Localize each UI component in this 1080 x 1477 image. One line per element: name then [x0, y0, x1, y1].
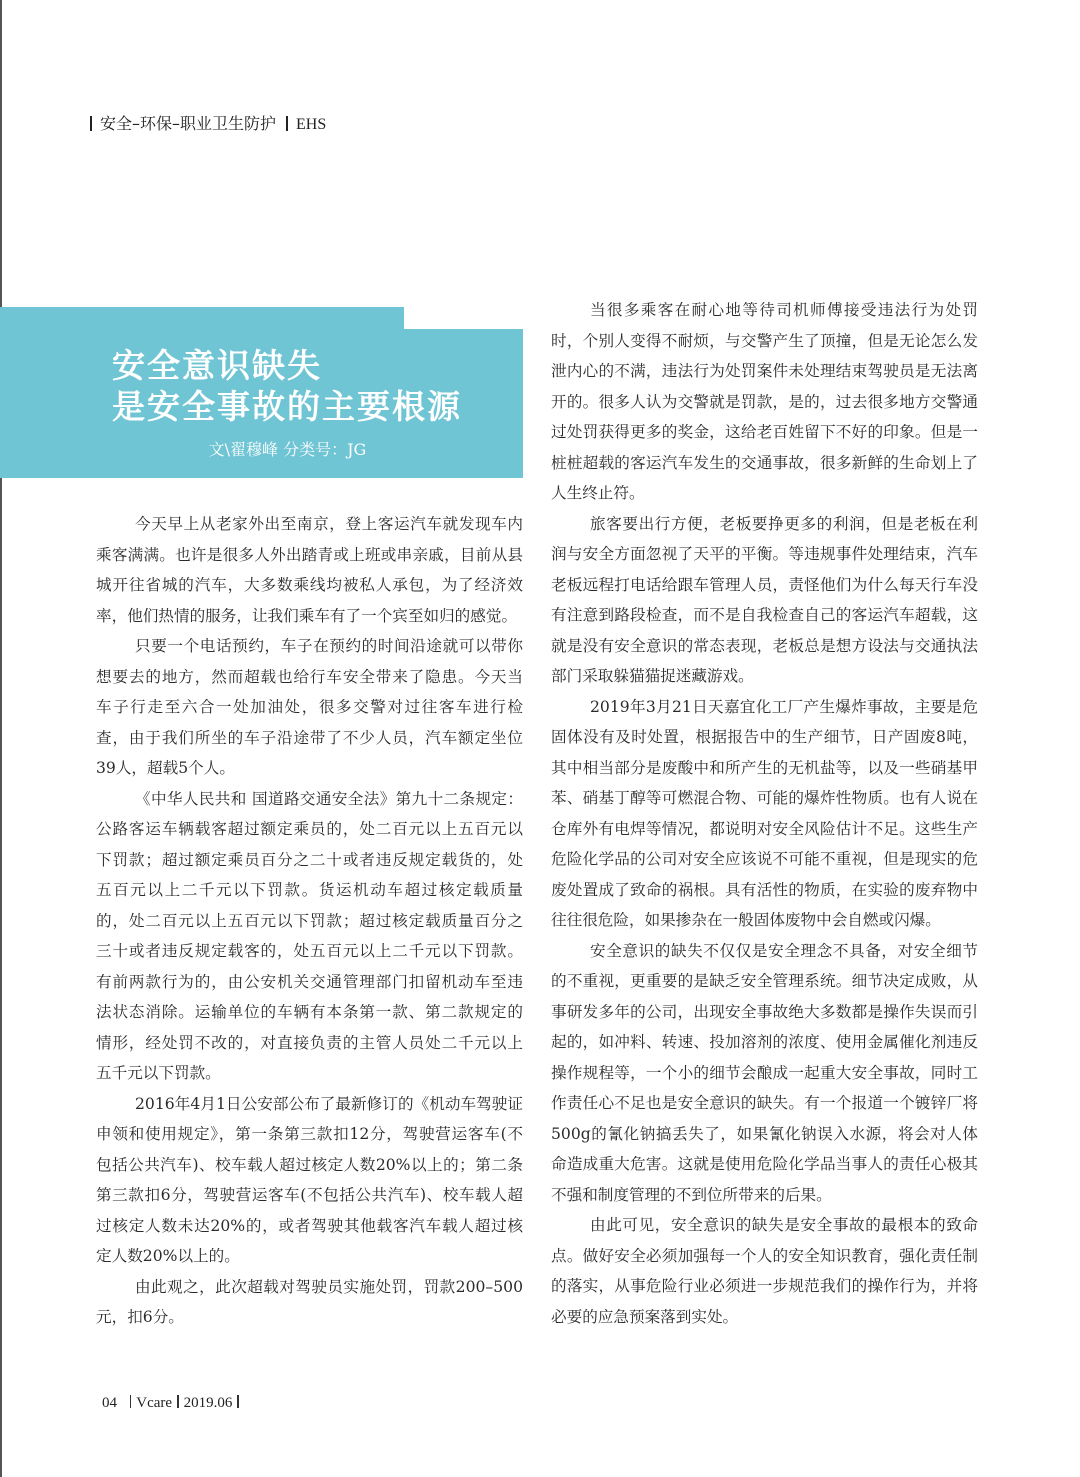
text-line: 三十或者违反规定载客的，处五百元以上二千元以下罚款。: [96, 942, 523, 960]
text-line: 点。做好安全必须加强每一个人的安全知识教育，强化责任制: [551, 1246, 978, 1265]
text-line: 起的，如冲料、转速、投加溶剂的浓度、使用金属催化剂违反: [551, 1033, 978, 1051]
magazine-name: Vcare: [136, 1395, 173, 1411]
text-line: 开的。很多人认为交警就是罚款，是的，过去很多地方交警通: [551, 392, 978, 411]
text-line: 桩桩超载的客运汽车发生的交通事故，很多新鲜的生命划上了: [551, 453, 978, 472]
text-line: 安全意识的缺失不仅仅是安全理念不具备，对安全细节: [590, 941, 978, 960]
text-line: 五千元以下罚款。: [96, 1064, 221, 1082]
text-line: 元，扣6分。: [96, 1308, 184, 1326]
text-line: 查，由于我们所坐的车子沿途带了不少人员，汽车额定坐位: [96, 728, 523, 747]
text-line: 五百元以上二千元以下罚款。货运机动车超过核定载质量: [96, 881, 523, 899]
text-line: 操作规程等，一个小的细节会酿成一起重大安全事故，同时工: [551, 1063, 978, 1082]
divider: [90, 116, 92, 131]
text-line: 今天早上从老家外出至南京，登上客运汽车就发现车内: [135, 515, 523, 533]
article-byline: 文\翟穆峰 分类号：JG: [208, 440, 367, 459]
text-line: 城开往省城的汽车，大多数乘线均被私人承包，为了经济效: [96, 576, 523, 594]
text-line: 时，个别人变得不耐烦，与交警产生了顶撞，但是无论怎么发: [551, 331, 978, 350]
text-line: 往往很危险，如果掺杂在一般固体废物中会自燃或闪爆。: [551, 911, 941, 929]
text-line: 率，他们热情的服务，让我们乘车有了一个宾至如归的感觉。: [96, 606, 518, 625]
issue-date: 2019.06: [183, 1395, 233, 1411]
text-line: 就是没有安全意识的常态表现，老板总是想方设法与交通执法: [551, 636, 978, 655]
text-line: 有注意到路段检查，而不是自我检查自己的客运汽车超载，这: [551, 606, 978, 624]
text-line: 有前两款行为的，由公安机关交通管理部门扣留机动车至违: [96, 972, 523, 991]
left-column: [96, 509, 523, 1333]
paragraph: [551, 509, 978, 692]
paragraph: [551, 1210, 978, 1332]
text-line: 必要的应急预案落到实处。: [551, 1307, 739, 1326]
text-line: 情形，经处罚不改的，对直接负责的主管人员处二千元以上: [96, 1033, 523, 1052]
text-line: 第三款扣6分，驾驶营运客车(不包括公共汽车)、校车载人超: [96, 1186, 523, 1204]
section-header: [90, 111, 326, 134]
text-line: 事研发多年的公司，出现安全事故绝大多数都是操作失误而引: [551, 1002, 978, 1021]
paragraph: [96, 631, 523, 784]
text-line: 想要去的地方，然而超载也给行车安全带来了隐患。今天当: [96, 667, 523, 686]
divider: [237, 1395, 239, 1408]
text-line: 39人，超载5个人。: [96, 759, 235, 777]
text-line: 过核定人数未达20%的，或者驾驶其他载客汽车载人超过核: [96, 1216, 523, 1235]
page-binding-edge: [0, 0, 2, 1477]
title-line-2: 是安全事故的主要根源: [112, 387, 462, 426]
text-line: 老板远程打电话给跟车管理人员，责怪他们为什么每天行车没: [551, 575, 978, 594]
text-line: 由此可见，安全意识的缺失是安全事故的最根本的致命: [590, 1216, 978, 1234]
text-line: 车子行走至六合一处加油处，很多交警对过往客车进行检: [96, 698, 523, 716]
paragraph: [551, 295, 978, 509]
text-line: 命造成重大危害。这就是使用危险化学品当事人的责任心极其: [551, 1155, 978, 1173]
text-line: 由此观之，此次超载对驾驶员实施处罚，罚款200–500: [135, 1277, 523, 1296]
section-name: 安全–环保–职业卫生防护: [100, 114, 277, 133]
paragraph: [96, 784, 523, 1089]
text-line: 定人数20%以上的。: [96, 1247, 240, 1265]
text-line: 固体没有及时处置，根据报告中的生产细节，日产固废8吨，: [551, 728, 978, 746]
text-line: 作责任心不足也是安全意识的缺失。有一个报道一个镀锌厂将: [551, 1094, 978, 1112]
text-line: 下罚款；超过额定乘员百分之二十或者违反规定载货的，处: [96, 850, 523, 869]
text-line: 人生终止符。: [551, 484, 645, 502]
divider: [130, 1395, 132, 1408]
title-box-tab: [0, 307, 404, 330]
text-line: 旅客要出行方便，老板要挣更多的利润，但是老板在利: [590, 514, 978, 533]
text-line: 不强和制度管理的不到位所带来的后果。: [551, 1185, 832, 1204]
paragraph: [96, 1089, 523, 1272]
text-line: 乘客满满。也许是很多人外出踏青或上班或串亲戚，目前从县: [96, 545, 523, 564]
article-title: [112, 345, 462, 427]
text-line: 《中华人民共和 国道路交通安全法》第九十二条规定：: [135, 789, 523, 808]
text-line: 申领和使用规定》，第一条第三款扣12分，驾驶营运客车(不: [96, 1125, 523, 1143]
text-line: 部门采取躲猫猫捉迷藏游戏。: [551, 667, 754, 685]
title-line-1: 安全意识缺失: [112, 346, 322, 385]
text-line: 废处置成了致命的祸根。具有活性的物质，在实验的废弃物中: [551, 880, 978, 899]
text-line: 法状态消除。运输单位的车辆有本条第一款、第二款规定的: [96, 1003, 523, 1021]
text-line: 500g的氰化钠搞丢失了，如果氰化钠误入水源，将会对人体: [551, 1124, 978, 1143]
paragraph: [96, 509, 523, 631]
paragraph: [551, 692, 978, 936]
text-line: 2016年4月1日公安部公布了最新修订的《机动车驾驶证: [135, 1094, 523, 1113]
page-footer: [102, 1395, 244, 1412]
text-line: 2019年3月21日天嘉宜化工厂产生爆炸事故，主要是危: [590, 697, 978, 716]
text-line: 泄内心的不满，违法行为处罚案件未处理结束驾驶员是无法离: [551, 362, 978, 380]
text-line: 危险化学品的公司对安全应该说不可能不重视，但是现实的危: [551, 850, 978, 868]
paragraph: [96, 1272, 523, 1333]
text-line: 仓库外有电焊等情况，都说明对安全风险估计不足。这些生产: [551, 819, 978, 838]
text-line: 苯、硝基丁醇等可燃混合物、可能的爆炸性物质。也有人说在: [551, 789, 978, 807]
divider: [177, 1395, 179, 1408]
text-line: 过处罚获得更多的奖金，这给老百姓留下不好的印象。但是一: [551, 423, 978, 441]
text-line: 的落实，从事危险行业必须进一步规范我们的操作行为，并将: [551, 1277, 978, 1295]
text-line: 其中相当部分是废酸中和所产生的无机盐等，以及一些硝基甲: [551, 758, 978, 777]
text-line: 只要一个电话预约，车子在预约的时间沿途就可以带你: [135, 637, 523, 655]
text-line: 公路客运车辆载客超过额定乘员的，处二百元以上五百元以: [96, 820, 523, 838]
page-number: 04: [102, 1395, 117, 1411]
text-line: 包括公共汽车)、校车载人超过核定人数20%以上的；第二条: [96, 1155, 523, 1174]
text-line: 当很多乘客在耐心地等待司机师傅接受违法行为处罚: [590, 301, 978, 319]
paragraph: [551, 936, 978, 1211]
text-line: 的，处二百元以上五百元以下罚款；超过核定载质量百分之: [96, 911, 523, 930]
divider: [286, 116, 288, 131]
text-line: 的不重视，更重要的是缺乏安全管理系统。细节决定成败，从: [551, 972, 978, 990]
text-line: 润与安全方面忽视了天平的平衡。等违规事件处理结束，汽车: [551, 545, 978, 563]
right-column: [551, 295, 978, 1332]
section-tag: EHS: [296, 116, 327, 133]
